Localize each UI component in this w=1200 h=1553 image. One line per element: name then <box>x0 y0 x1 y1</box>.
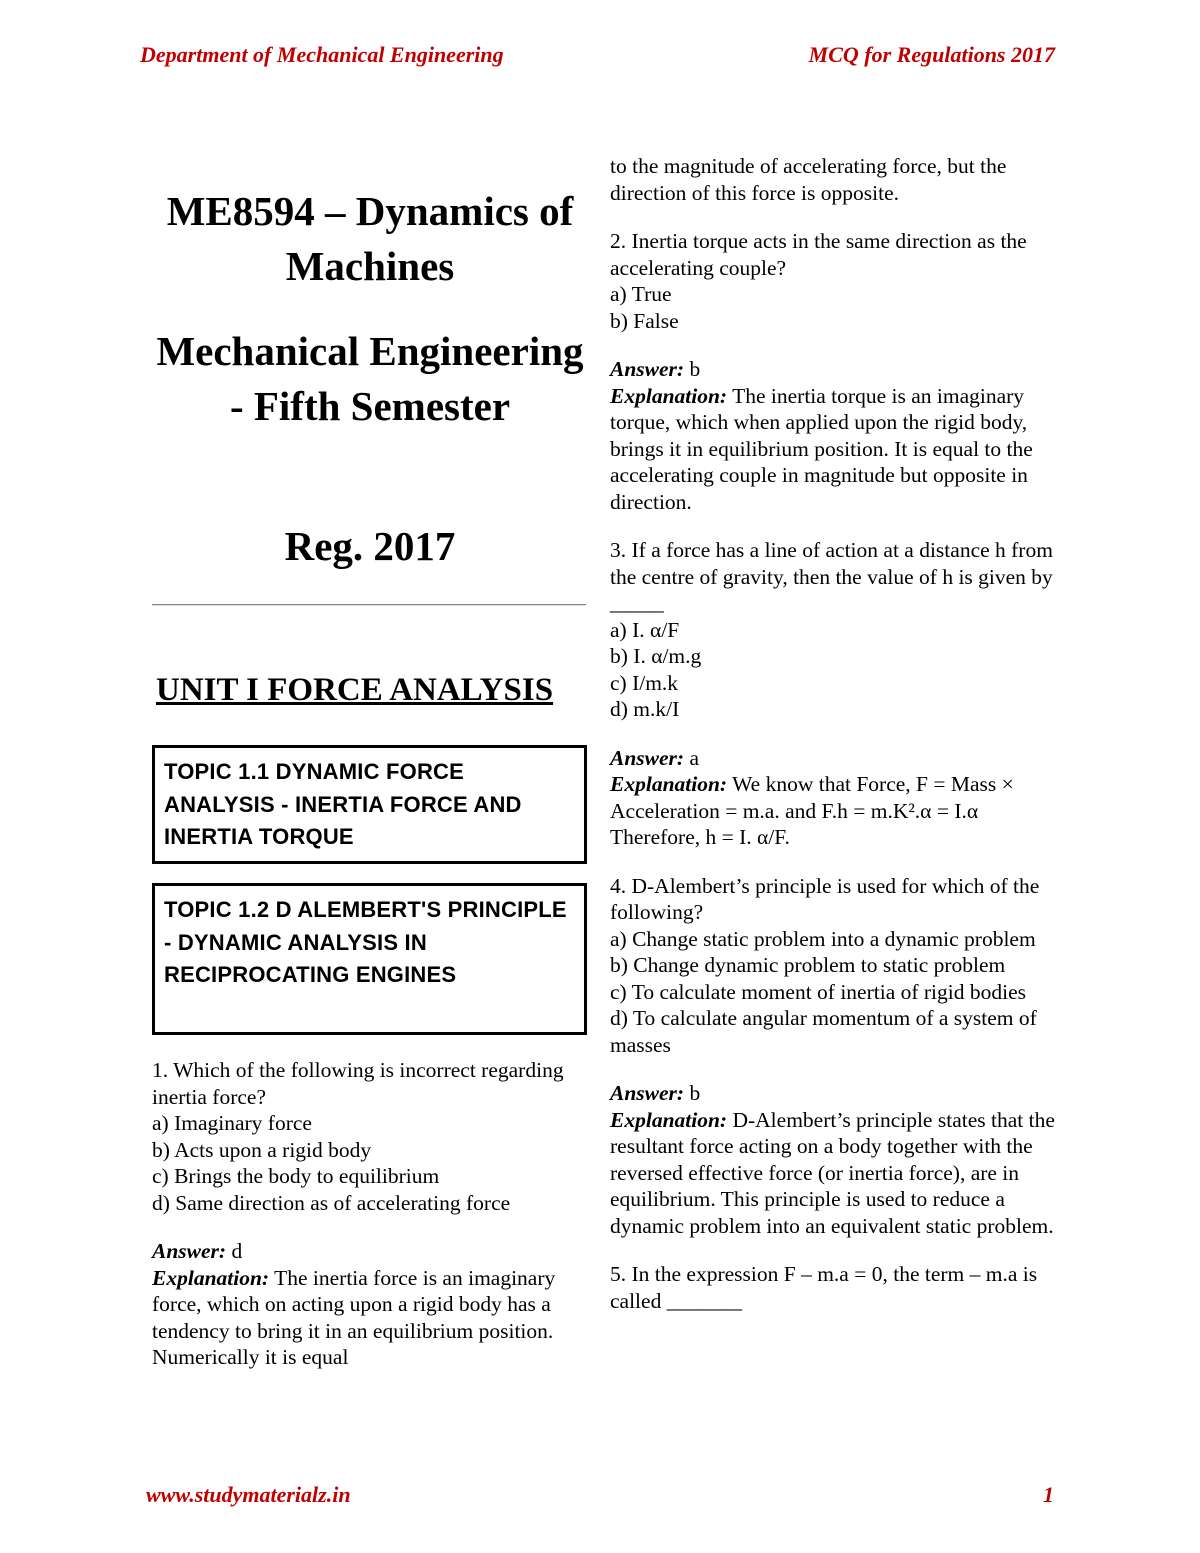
option: d) Same direction as of accelerating force <box>152 1190 511 1215</box>
question-text: 4. D-Alembert’s principle is used for which of the following? <box>610 873 1040 924</box>
explanation-label: Explanation: <box>610 772 728 796</box>
option: b) Acts upon a rigid body <box>152 1137 372 1162</box>
option: c) Brings the body to equilibrium <box>152 1164 440 1188</box>
question-block-4 <box>610 873 1056 1240</box>
question-text: 5. In the expression F – m.a = 0, the term – m.a is called _______ <box>610 1262 1038 1313</box>
option: a) I. α/F <box>610 617 680 642</box>
option: b) Change dynamic problem to static problem <box>610 953 1006 977</box>
topic-box-2: TOPIC 1.2 D ALEMBERT'S PRINCIPLE - DYNAMIC ANALYSIS IN RECIPROCATING ENGINES <box>152 883 587 1035</box>
right-column <box>610 153 1056 1314</box>
course-subtitle: Mechanical Engineering - Fifth Semester <box>156 328 584 429</box>
option: c) I/m.k <box>610 670 679 695</box>
option: c) To calculate moment of inertia of rigid bodies <box>610 979 1027 1004</box>
explanation-label: Explanation: <box>610 1107 728 1132</box>
page-number: 1 <box>1043 1482 1054 1507</box>
divider <box>152 604 586 606</box>
question-text: 3. If a force has a line of action at a distance h from the centre of gravity, then the value of h is given by _____ <box>610 538 1053 615</box>
header-regulation: MCQ for Regulations 2017 <box>808 42 1055 67</box>
question-block-2 <box>610 228 1056 515</box>
explanation-text: The inertia force is an imaginary force, which on acting upon a rigid body has a tendency to bring it in an equilibrium position. Numerically it is equal <box>152 1265 556 1369</box>
option: a) True <box>610 282 672 306</box>
answer-label: Answer: <box>152 1239 227 1263</box>
explanation-text: The inertia torque is an imaginary torque, which when applied upon the rigid body, brings it in equilibrium position. It is equal to the accelerating couple in magnitude but opposite in direction. <box>610 383 1033 514</box>
question-text: 1. Which of the following is incorrect regarding inertia force? <box>152 1058 564 1109</box>
course-title: ME8594 – Dynamics of Machines <box>166 188 574 289</box>
answer-label: Answer: <box>610 1081 685 1105</box>
regulation-title: Reg. 2017 <box>284 523 456 569</box>
header-department: Department of Mechanical Engineering <box>140 42 504 67</box>
option: a) Imaginary force <box>152 1111 312 1135</box>
question-block-1 <box>152 1057 588 1371</box>
answer-value: b <box>689 1081 701 1105</box>
explanation-text: We know that Force, F = Mass × Acceleration = m.a. and F.h = m.K².α = I.α Therefore, h = I. α/F. <box>610 772 1014 849</box>
answer-label: Answer: <box>610 357 685 381</box>
option: b) I. α/m.g <box>610 644 702 668</box>
question-block-5 <box>610 1261 1056 1314</box>
answer-value: d <box>231 1239 243 1263</box>
option: d) m.k/I <box>610 697 680 721</box>
explanation-label: Explanation: <box>152 1265 270 1290</box>
question-block-3 <box>610 537 1056 851</box>
explanation-label: Explanation: <box>610 383 728 408</box>
answer-value: a <box>689 745 699 770</box>
option: a) Change static problem into a dynamic problem <box>610 926 1036 951</box>
answer-value: b <box>689 357 701 381</box>
option: b) False <box>610 308 679 333</box>
footer-website: www.studymaterialz.in <box>146 1482 351 1507</box>
explanation-continued: to the magnitude of accelerating force, but the direction of this force is opposite. <box>610 154 1007 205</box>
option: d) To calculate angular momentum of a system of masses <box>610 1006 1037 1057</box>
explanation-text: D-Alembert’s principle states that the resultant force acting on a body together with the reversed effective force (or inertia force), are in equilibrium. This principle is used to reduce a dynamic problem into an equivalent static problem. <box>610 1107 1055 1238</box>
topic-box-1: TOPIC 1.1 DYNAMIC FORCE ANALYSIS - INERTIA FORCE AND INERTIA TORQUE <box>152 745 587 864</box>
unit-heading: UNIT I FORCE ANALYSIS <box>156 672 554 708</box>
answer-label: Answer: <box>610 745 685 770</box>
question-text: 2. Inertia torque acts in the same direction as the accelerating couple? <box>610 229 1027 280</box>
